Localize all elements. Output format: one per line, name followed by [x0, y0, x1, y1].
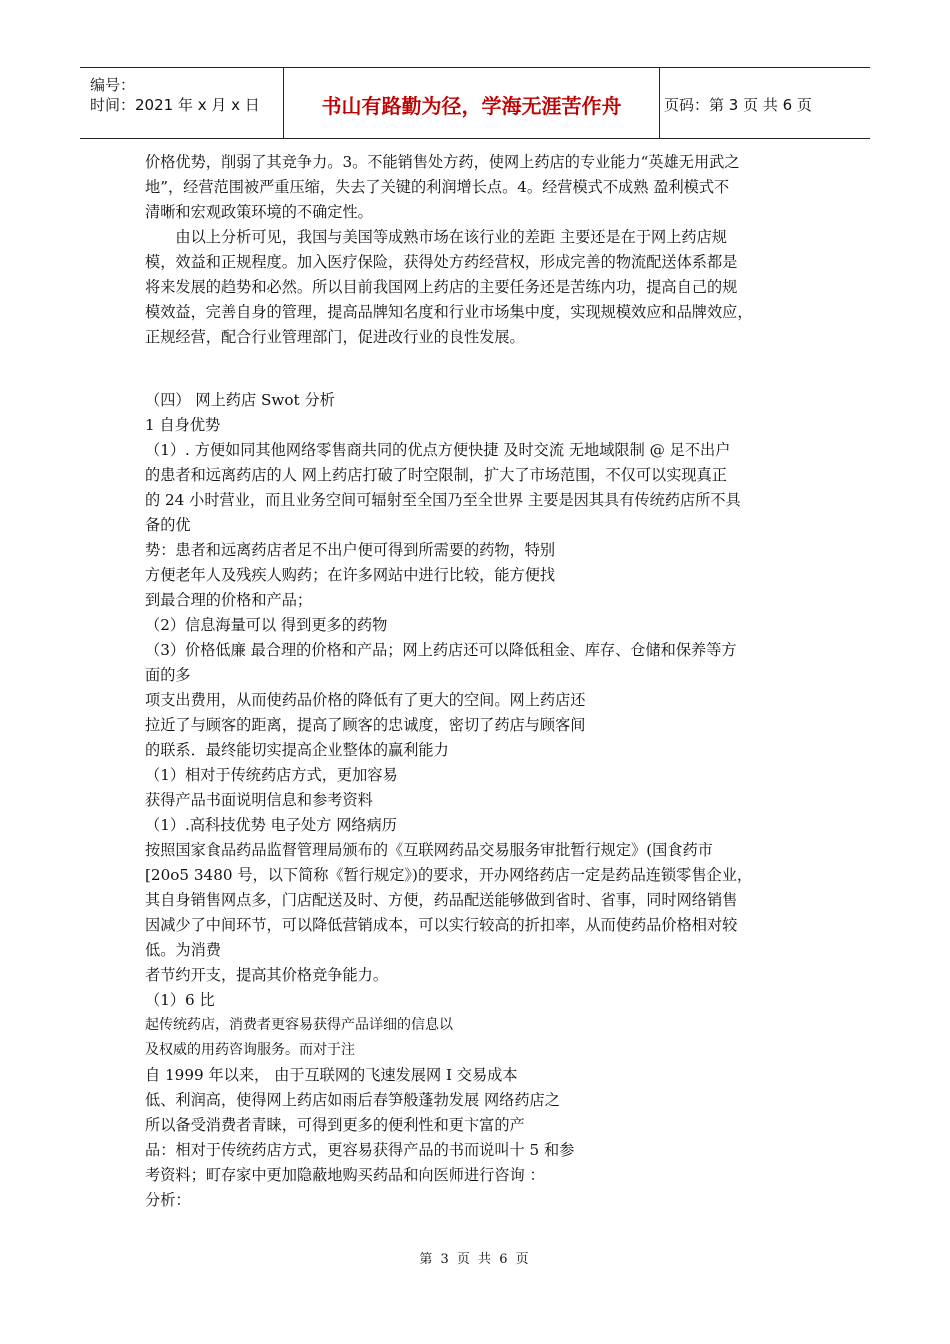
body-line: 品：相对于传统药店方式，更容易获得产品的书而说叫十 5 和参 [145, 1141, 575, 1159]
body-line: 方便老年人及残疾人购药；在许多网站中进行比较，能方便找 [145, 566, 556, 584]
body-line: 分析： [145, 1191, 191, 1209]
header-page-cell [660, 68, 870, 138]
body-line: 及权威的用药咨询服务。而对于注 [145, 1042, 355, 1058]
body-line: 按照国家食品药品监督管理局颁布的《互联网药品交易服务审批暂行规定》(国食药市 [145, 841, 713, 859]
body-line: （1）. 方便如同其他网络零售商共同的优点方便快捷 及时交流 无地域限制 @ 足不出户 [145, 441, 731, 459]
section-gap [145, 350, 815, 388]
document-date-label: 时间：2021 年 x 月 x 日 [90, 96, 260, 114]
body-line: 所以备受消费者青睐，可得到更多的便利性和更卞富的产 [145, 1116, 525, 1134]
header-motto: 书山有路勤为径，学海无涯苦作舟 [321, 94, 622, 118]
body-line: 地”，经营范围被严重压缩，失去了关键的利润增长点。4。经营模式不成熟 盈利模式不 [145, 178, 730, 196]
body-line: 低。为消费 [145, 941, 221, 959]
body-line: 者节约开支，提高其价格竞争能力。 [145, 966, 388, 984]
header-motto-cell [284, 68, 660, 138]
body-line: 拉近了与顾客的距离，提高了顾客的忠诚度，密切了药店与顾客间 [145, 716, 586, 734]
body-line: 项支出费用，从而使药品价格的降低有了更大的空间。网上药店还 [145, 691, 586, 709]
body-line: 正规经营，配合行业管理部门，促进改行业的良性发展。 [145, 328, 525, 346]
body-line: 考资料；町存家中更加隐蔽地购买药品和向医师进行咨询 ： [145, 1166, 545, 1184]
body-line: 模，效益和正规程度。加入医疗保险，获得处方药经营权，形成完善的物流配送体系都是 [145, 253, 738, 271]
section-heading: （四） 网上药店 Swot 分析 [145, 391, 335, 409]
body-line: 面的多 [145, 666, 191, 684]
header-page-info: 页码：第 3 页 共 6 页 [664, 96, 812, 114]
body-line: 获得产品书面说明信息和参考资料 [145, 791, 373, 809]
body-line: （1）6 比 [145, 991, 215, 1009]
body-line: 其自身销售网点多，门店配送及时、方便，药品配送能够做到省时、省事，同时网络销售 [145, 891, 738, 909]
body-line: （1）相对于传统药店方式，更加容易 [145, 766, 398, 784]
document-number-label: 编号： [90, 76, 136, 94]
body-line: 低、利润高，使得网上药店如雨后春笋般蓬勃发展 网络药店之 [145, 1091, 560, 1109]
document-body [145, 150, 815, 1213]
page-footer: 第 3 页 共 6 页 [419, 1252, 531, 1267]
body-line: 的患者和远离药店的人 网上药店打破了时空限制，扩大了市场范围，不仅可以实现真正 [145, 466, 727, 484]
body-line: 因减少了中间环节，可以降低营销成本，可以实行较高的折扣率，从而使药品价格相对较 [145, 916, 738, 934]
body-line: 备的优 [145, 516, 191, 534]
body-line: 将来发展的趋势和必然。所以目前我国网上药店的主要任务还是苦练内功，提高自己的规 [145, 278, 738, 296]
body-line: 到最合理的价格和产品； [145, 591, 313, 609]
body-line: 的联系．最终能切实提高企业整体的赢利能力 [145, 741, 449, 759]
body-line: （2）信息海量可以 得到更多的药物 [145, 616, 388, 634]
header-meta-cell [80, 68, 284, 138]
body-line: （1）.高科技优势 电子处方 网络病历 [145, 816, 397, 834]
body-line: 清晰和宏观政策环境的不确定性。 [145, 203, 373, 221]
body-line: 势：患者和远离药店者足不出户便可得到所需要的药物，特别 [145, 541, 556, 559]
body-line: 的 24 小时营业，而且业务空间可辐射至全国乃至全世界 主要是因其具有传统药店所不具 [145, 491, 741, 509]
body-line: 起传统药店，消费者更容易获得产品详细的信息以 [145, 1017, 453, 1033]
body-line: 自 1999 年以来， 由于互联网的飞速发展网 I 交易成本 [145, 1066, 518, 1084]
body-line: 模效益，完善自身的管理，提高品牌知名度和行业市场集中度，实现规模效应和品牌效应， [145, 303, 753, 321]
body-line: （3）价格低廉 最合理的价格和产品；网上药店还可以降低租金、库存、仓储和保养等方 [145, 641, 737, 659]
page-header [80, 67, 870, 139]
body-line: 价格优势，削弱了其竞争力。3。不能销售处方药，使网上药店的专业能力“英雄无用武之 [145, 153, 740, 171]
subsection-heading: 1 自身优势 [145, 416, 221, 434]
body-line: [20o5 3480 号，以下简称《暂行规定》)的要求，开办网络药店一定是药品连锁零售企业， [145, 866, 753, 884]
body-line: 由以上分析可见，我国与美国等成熟市场在该行业的差距 主要还是在于网上药店规 [175, 228, 727, 246]
